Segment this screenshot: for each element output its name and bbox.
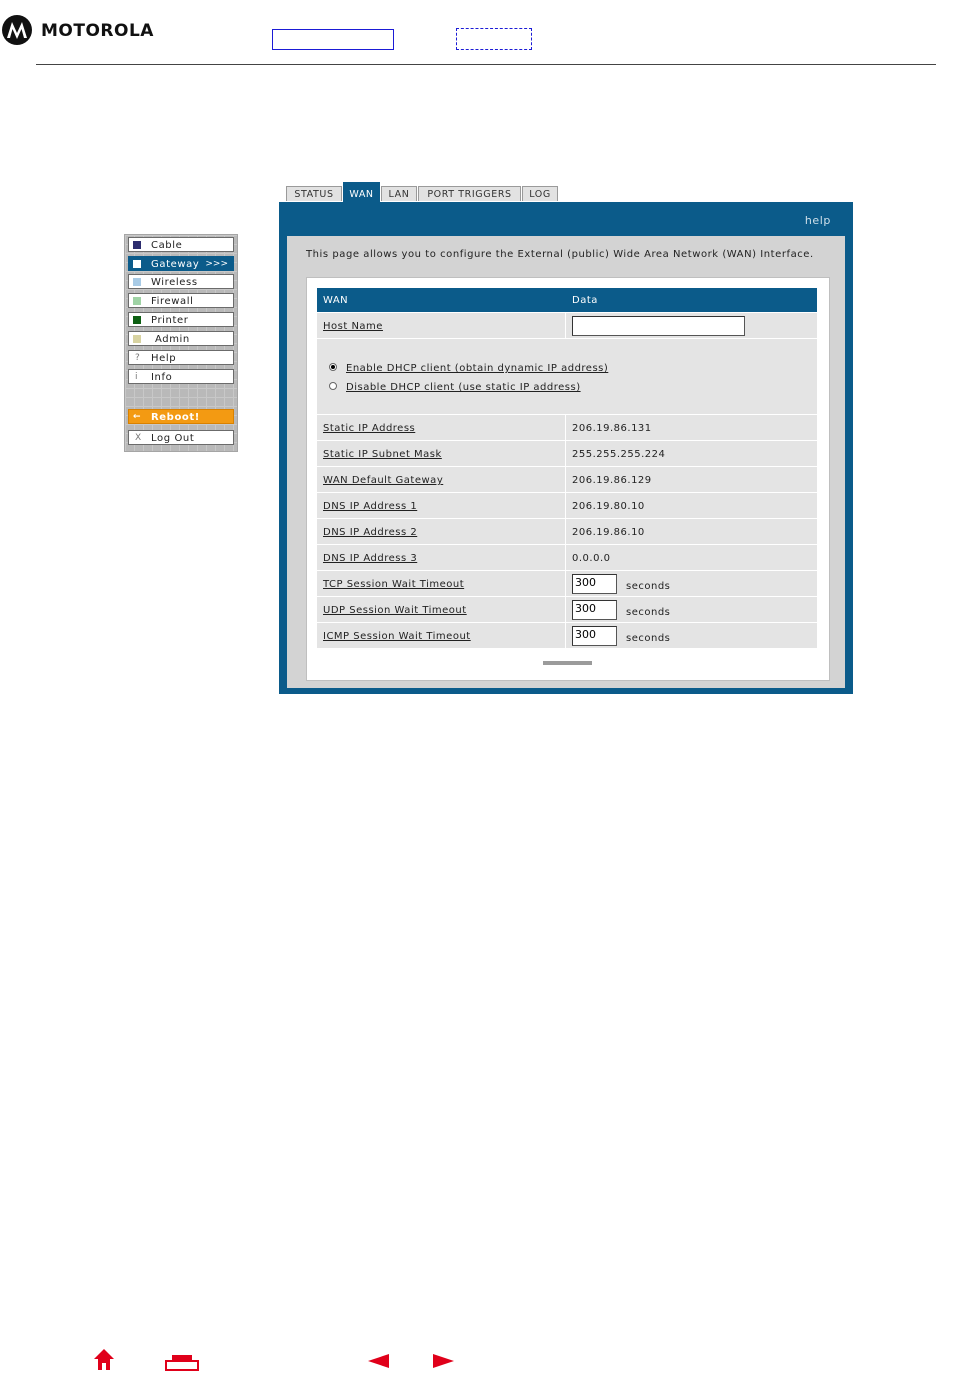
column-header-data: Data — [572, 295, 598, 306]
reboot-icon: ← — [133, 412, 141, 422]
nav-item-label: Help — [151, 353, 177, 364]
disable-dhcp-radio[interactable] — [329, 382, 337, 390]
print-icon[interactable] — [165, 1355, 199, 1371]
udp-timeout-unit: seconds — [626, 607, 671, 618]
table-header-row — [317, 288, 817, 313]
nav-item-label: Wireless — [151, 277, 198, 288]
cell-divider — [565, 545, 566, 570]
nav-item-label: Info — [151, 372, 173, 383]
nav-item-help[interactable] — [128, 350, 234, 365]
cell-divider — [565, 467, 566, 492]
static-ip-value: 206.19.86.131 — [572, 423, 652, 434]
default-gateway-value: 206.19.86.129 — [572, 475, 652, 486]
wan-form — [306, 277, 830, 681]
previous-page-icon[interactable] — [368, 1353, 390, 1367]
cable-swatch-icon — [133, 241, 141, 249]
apply-button[interactable] — [543, 661, 592, 665]
tab-wan[interactable]: WAN — [343, 182, 380, 202]
icmp-timeout-unit: seconds — [626, 633, 671, 644]
motorola-batwing-icon — [2, 15, 32, 45]
table-row-udp-timeout — [317, 597, 817, 623]
nav-item-label: Admin — [155, 334, 190, 345]
table-row — [317, 519, 817, 545]
table-row — [317, 441, 817, 467]
table-row — [317, 467, 817, 493]
next-page-icon[interactable] — [432, 1353, 454, 1367]
dns1-label[interactable]: DNS IP Address 1 — [323, 501, 418, 512]
table-row-dhcp — [317, 339, 817, 415]
home-icon[interactable] — [93, 1348, 115, 1371]
table-row-host-name — [317, 313, 817, 339]
logout-icon: X — [135, 433, 142, 443]
nav-item-wireless[interactable] — [128, 274, 234, 289]
dns1-value: 206.19.80.10 — [572, 501, 645, 512]
cell-divider — [565, 415, 566, 440]
host-name-label[interactable]: Host Name — [323, 321, 383, 332]
dns3-label[interactable]: DNS IP Address 3 — [323, 553, 418, 564]
help-link[interactable]: help — [804, 214, 831, 227]
udp-timeout-input[interactable]: 300 — [572, 600, 617, 620]
nav-item-label: Firewall — [151, 296, 194, 307]
tcp-timeout-unit: seconds — [626, 581, 671, 592]
nav-item-admin[interactable] — [128, 331, 234, 346]
tab-port-triggers[interactable]: PORT TRIGGERS — [418, 186, 521, 201]
cell-divider — [565, 597, 566, 622]
tcp-timeout-label[interactable]: TCP Session Wait Timeout — [323, 579, 465, 590]
cell-divider — [565, 493, 566, 518]
udp-timeout-label[interactable]: UDP Session Wait Timeout — [323, 605, 467, 616]
help-icon: ? — [135, 353, 140, 363]
cell-divider — [565, 441, 566, 466]
admin-swatch-icon — [133, 335, 141, 343]
tcp-timeout-input[interactable]: 300 — [572, 574, 617, 594]
info-icon: i — [135, 372, 138, 382]
tab-log[interactable]: LOG — [522, 186, 558, 201]
side-navigation — [124, 234, 238, 452]
dns2-label[interactable]: DNS IP Address 2 — [323, 527, 418, 538]
nav-item-cable[interactable] — [128, 237, 234, 252]
header-link-box[interactable] — [272, 29, 394, 50]
table-row — [317, 415, 817, 441]
host-name-input[interactable] — [572, 316, 745, 336]
firewall-swatch-icon — [133, 297, 141, 305]
nav-item-firewall[interactable] — [128, 293, 234, 308]
tab-status[interactable]: STATUS — [286, 186, 342, 201]
page-description: This page allows you to configure the External (public) Wide Area Network (WAN) Interface. — [306, 249, 814, 260]
header-divider — [36, 64, 936, 65]
enable-dhcp-label[interactable]: Enable DHCP client (obtain dynamic IP address) — [346, 363, 609, 374]
nav-item-info[interactable] — [128, 369, 234, 384]
table-row — [317, 493, 817, 519]
dns3-value: 0.0.0.0 — [572, 553, 611, 564]
nav-item-label: Gateway — [151, 259, 200, 270]
nav-item-label: Log Out — [151, 433, 195, 444]
table-row-icmp-timeout — [317, 623, 817, 649]
cell-divider — [565, 571, 566, 596]
table-row — [317, 545, 817, 571]
cell-divider — [565, 623, 566, 648]
brand-name: MOTOROLA — [41, 21, 154, 41]
panel-body — [287, 236, 845, 688]
wan-config-panel — [279, 202, 853, 694]
nav-item-gateway[interactable] — [128, 256, 234, 271]
tab-lan[interactable]: LAN — [381, 186, 417, 201]
nav-item-label: Printer — [151, 315, 189, 326]
table-row-tcp-timeout — [317, 571, 817, 597]
icmp-timeout-label[interactable]: ICMP Session Wait Timeout — [323, 631, 471, 642]
wireless-swatch-icon — [133, 278, 141, 286]
nav-item-label: Cable — [151, 240, 183, 251]
motorola-logo — [2, 14, 172, 48]
cell-divider — [565, 313, 566, 338]
header-link-box-dashed[interactable] — [456, 28, 532, 50]
nav-item-printer[interactable] — [128, 312, 234, 327]
icmp-timeout-input[interactable]: 300 — [572, 626, 617, 646]
disable-dhcp-label[interactable]: Disable DHCP client (use static IP address) — [346, 382, 581, 393]
column-header-wan: WAN — [323, 295, 349, 306]
nav-item-logout[interactable] — [128, 430, 234, 445]
enable-dhcp-radio[interactable] — [329, 363, 337, 371]
active-marker: >>> — [205, 259, 228, 269]
printer-swatch-icon — [133, 316, 141, 324]
static-ip-label[interactable]: Static IP Address — [323, 423, 416, 434]
gateway-swatch-icon — [133, 260, 141, 268]
subnet-mask-label[interactable]: Static IP Subnet Mask — [323, 449, 442, 460]
dns2-value: 206.19.86.10 — [572, 527, 645, 538]
subnet-mask-value: 255.255.255.224 — [572, 449, 666, 460]
default-gateway-label[interactable]: WAN Default Gateway — [323, 475, 444, 486]
cell-divider — [565, 519, 566, 544]
nav-item-label: Reboot! — [151, 412, 200, 423]
nav-item-reboot[interactable] — [128, 409, 234, 424]
